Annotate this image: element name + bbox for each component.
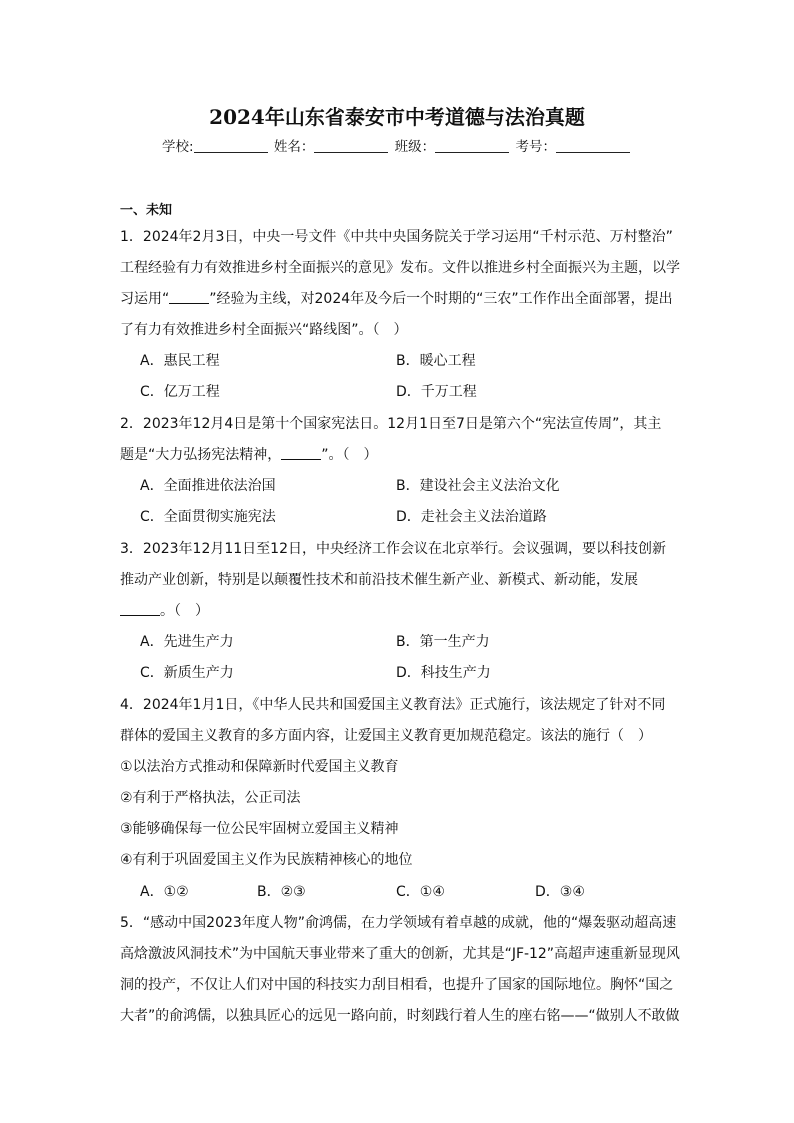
q1-line-3a: 习运用“ bbox=[120, 291, 170, 307]
q1-option-c[interactable]: C．亿万工程 bbox=[140, 384, 220, 400]
q4-line-1: 4．2024年1月1日，《中华人民共和国爱国主义教育法》正式施行，该法规定了针对不同 bbox=[120, 697, 666, 713]
q1-line-1: 1．2024年2月3日，中央一号文件《中共中央国务院关于学习运用“千村示范、万村整治” bbox=[120, 229, 673, 245]
q1-line-2: 工程经验有力有效推进乡村全面振兴的意见》发布。文件以推进乡村全面振兴为主题，以学 bbox=[120, 260, 680, 276]
q4-statement-3: ③能够确保每一位公民牢固树立爱国主义精神 bbox=[120, 821, 399, 837]
q1-line-3b: ”经验为主线，对2024年及今后一个时期的“三农”工作作出全面部署，提出 bbox=[209, 291, 673, 307]
q2-answer-blank bbox=[281, 446, 321, 460]
q3-line-3-text: 。（ ） bbox=[160, 603, 209, 619]
q2-option-b[interactable]: B．建设社会主义法治文化 bbox=[396, 478, 560, 494]
q1-answer-blank bbox=[169, 290, 209, 304]
school-blank[interactable] bbox=[194, 138, 268, 153]
q4-option-b[interactable]: B．②③ bbox=[257, 884, 306, 900]
q1-line-4: 了有力有效推进乡村全面振兴“路线图”。（ ） bbox=[120, 322, 408, 338]
q4-option-d[interactable]: D．③④ bbox=[535, 884, 585, 900]
q4-statement-4: ④有利于巩固爱国主义作为民族精神核心的地位 bbox=[120, 852, 413, 868]
q4-option-c[interactable]: C．①④ bbox=[396, 884, 445, 900]
school-label: 学校: bbox=[162, 139, 194, 155]
q2-line-2a: 题是“大力弘扬宪法精神， bbox=[120, 447, 282, 463]
q2-option-a[interactable]: A．全面推进依法治国 bbox=[140, 478, 276, 494]
page-title: 2024年山东省泰安市中考道德与法治真题 bbox=[209, 105, 585, 129]
q1-option-d[interactable]: D．千万工程 bbox=[396, 384, 477, 400]
section-heading: 一、未知 bbox=[120, 203, 173, 218]
q4-line-2: 群体的爱国主义教育的多方面内容，让爱国主义教育更加规范稳定。该法的施行（ ） bbox=[120, 728, 652, 744]
q5-line-1: 5．“感动中国2023年度人物”俞鸿儒，在力学领域有着卓越的成就，他的“爆轰驱动超高速 bbox=[120, 915, 677, 931]
q2-line-1: 2．2023年12月4日是第十个国家宪法日。12月1日至7日是第六个“宪法宣传周”，其主 bbox=[120, 416, 662, 432]
q5-line-3: 洞的投产，不仅让人们对中国的科技实力刮目相看，也提升了国家的国际地位。胸怀“国之 bbox=[120, 977, 674, 993]
q3-line-3 bbox=[120, 601, 680, 621]
q4-statement-2: ②有利于严格执法，公正司法 bbox=[120, 790, 301, 806]
q1-option-a[interactable]: A．惠民工程 bbox=[140, 353, 220, 369]
q4-statement-1: ①以法治方式推动和保障新时代爱国主义教育 bbox=[120, 759, 399, 775]
q2-line-2 bbox=[120, 445, 680, 465]
q3-option-a[interactable]: A．先进生产力 bbox=[140, 634, 234, 650]
exam-no-label: 考号： bbox=[515, 139, 556, 155]
q3-answer-blank bbox=[120, 602, 160, 616]
q3-line-1: 3．2023年12月11日至12日，中央经济工作会议在北京举行。会议强调，要以科技创新 bbox=[120, 541, 666, 557]
q5-line-4: 大者”的俞鸿儒，以独具匠心的远见一路向前，时刻践行着人生的座右铭——“做别人不敢做 bbox=[120, 1008, 680, 1024]
q3-option-c[interactable]: C．新质生产力 bbox=[140, 665, 234, 681]
class-label: 班级： bbox=[394, 139, 436, 155]
q3-option-d[interactable]: D．科技生产力 bbox=[396, 665, 491, 681]
q3-line-2: 推动产业创新，特别是以颠覆性技术和前沿技术催生新产业、新模式、新动能，发展 bbox=[120, 572, 638, 588]
q5-line-2: 高焓激波风洞技术”为中国航天事业带来了重大的创新，尤其是“JF-12”高超声速重新显现风 bbox=[120, 946, 680, 962]
class-blank[interactable] bbox=[435, 138, 509, 153]
q1-line-3 bbox=[120, 289, 680, 309]
student-info-row bbox=[0, 137, 794, 157]
q2-option-c[interactable]: C．全面贯彻实施宪法 bbox=[140, 509, 276, 525]
name-blank[interactable] bbox=[314, 138, 388, 153]
exam-no-blank[interactable] bbox=[556, 138, 630, 153]
q1-option-b[interactable]: B．暖心工程 bbox=[396, 353, 476, 369]
q4-option-a[interactable]: A．①② bbox=[140, 884, 189, 900]
q2-line-2b: ”。（ ） bbox=[321, 447, 378, 463]
q2-option-d[interactable]: D．走社会主义法治道路 bbox=[396, 509, 547, 525]
name-label: 姓名： bbox=[273, 139, 315, 155]
q3-option-b[interactable]: B．第一生产力 bbox=[396, 634, 490, 650]
